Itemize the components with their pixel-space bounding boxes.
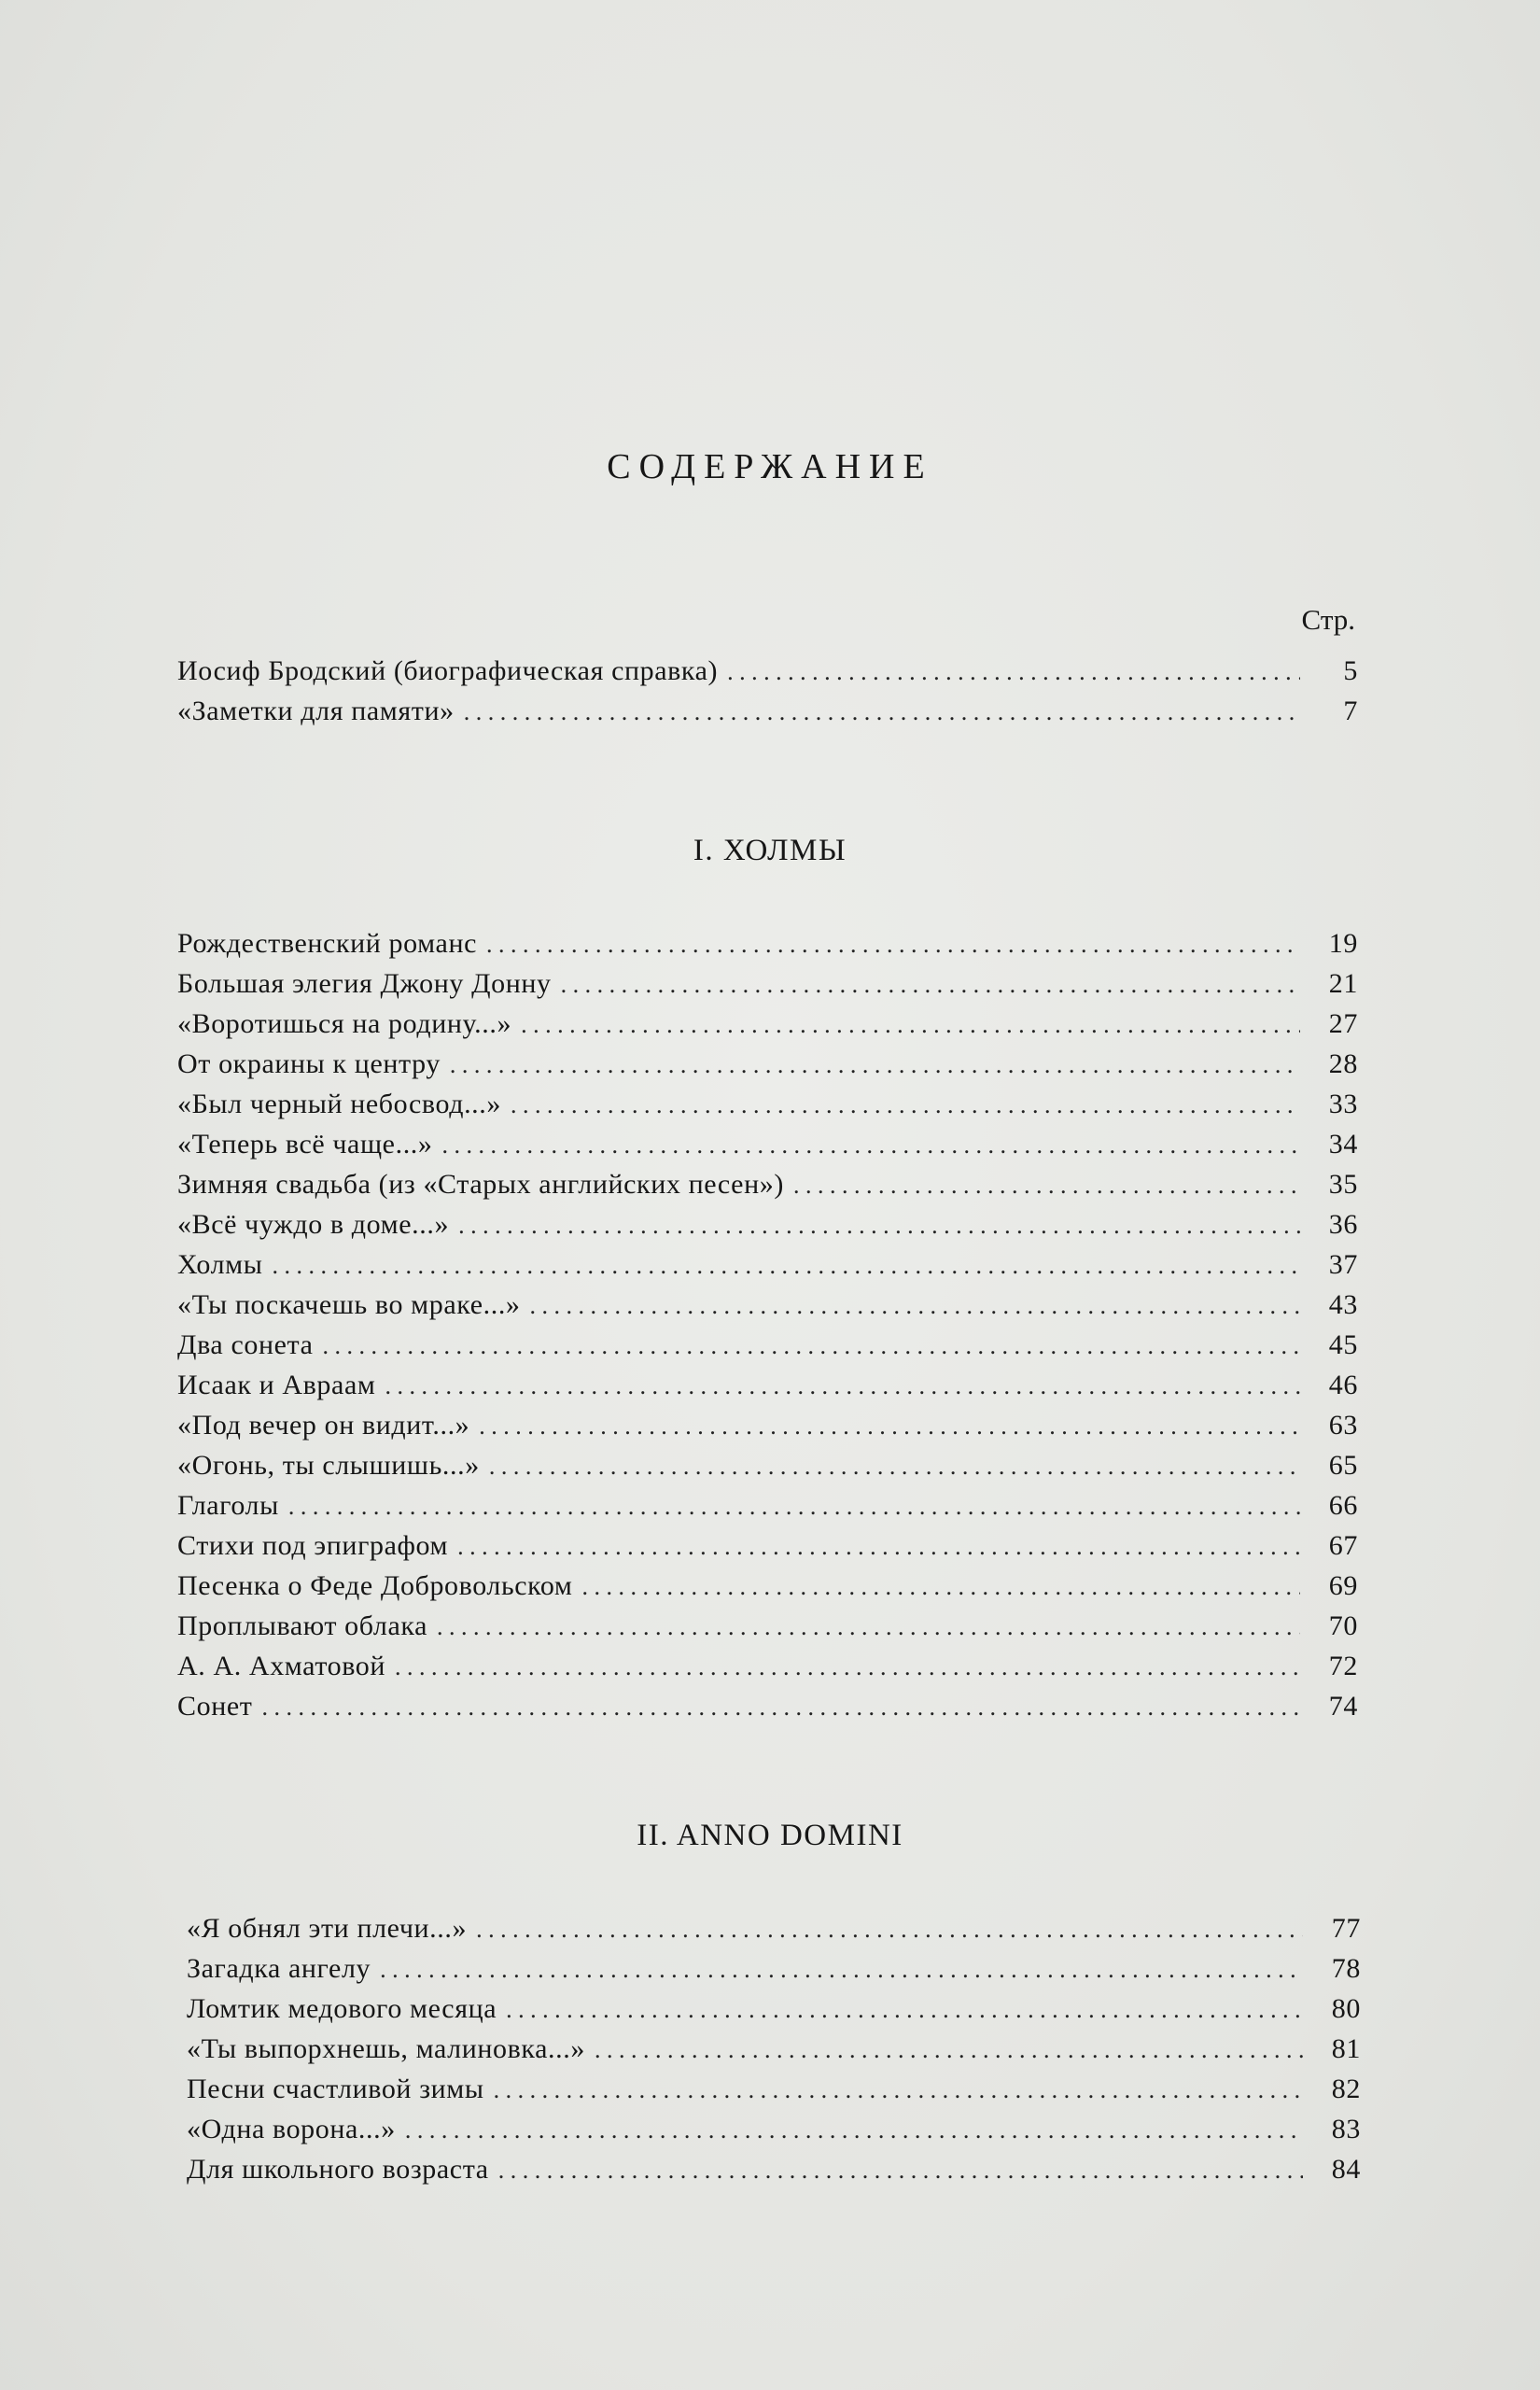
toc-entry-page: 28 — [1328, 1048, 1358, 1079]
dot-leader — [262, 1694, 1301, 1722]
toc-entry-title: Проплывают облака — [177, 1610, 427, 1641]
dot-leader — [506, 1996, 1303, 2024]
dot-leader — [442, 1132, 1301, 1160]
toc-entry-page: 67 — [1328, 1530, 1358, 1561]
toc-entry-title: Иосиф Бродский (биографическая справка) — [177, 655, 719, 686]
toc-entry-page: 63 — [1328, 1410, 1358, 1441]
dot-leader — [464, 698, 1300, 726]
toc-entry-title: Глаголы — [177, 1490, 279, 1521]
toc-entry — [177, 1450, 1358, 1490]
toc-entry-page: 37 — [1328, 1249, 1358, 1280]
toc-entry — [177, 696, 1358, 736]
dot-leader — [479, 1413, 1300, 1441]
intro-list — [177, 655, 1358, 736]
toc-entry — [177, 1410, 1358, 1450]
toc-entry — [177, 1289, 1358, 1329]
dot-leader — [489, 1453, 1300, 1481]
dot-leader — [498, 2157, 1303, 2185]
toc-entry — [177, 1370, 1358, 1410]
toc-entry — [187, 1993, 1361, 2033]
dot-leader — [595, 2036, 1303, 2064]
dot-leader — [476, 1916, 1303, 1944]
toc-entry — [177, 1691, 1358, 1731]
toc-entry-page: 69 — [1328, 1570, 1358, 1601]
toc-entry-page: 5 — [1343, 655, 1358, 686]
toc-entry-title: Стихи под эпиграфом — [177, 1530, 449, 1561]
toc-entry — [177, 928, 1358, 968]
dot-leader — [437, 1613, 1300, 1641]
toc-entry-page: 66 — [1328, 1490, 1358, 1521]
toc-entry — [177, 1089, 1358, 1129]
toc-entry — [187, 2154, 1361, 2194]
toc-entry — [177, 1490, 1358, 1530]
dot-leader — [288, 1493, 1300, 1521]
dot-leader — [395, 1653, 1300, 1681]
dot-leader — [793, 1172, 1300, 1200]
toc-entry-title: Рождественский романс — [177, 928, 478, 959]
toc-entry — [187, 2033, 1361, 2074]
toc-entry — [177, 1129, 1358, 1169]
toc-entry-page: 7 — [1343, 696, 1358, 726]
section-list-kholmy — [177, 928, 1358, 1731]
dot-leader — [380, 1956, 1303, 1984]
section-heading-kholmy: I. ХОЛМЫ — [693, 834, 847, 867]
toc-entry-title: «Ты выпорхнешь, малиновка...» — [187, 2033, 585, 2064]
dot-leader — [457, 1533, 1300, 1561]
dot-leader — [494, 2076, 1303, 2104]
toc-entry — [177, 1610, 1358, 1651]
dot-leader — [405, 2116, 1303, 2144]
toc-entry — [177, 655, 1358, 696]
toc-entry-page: 81 — [1331, 2033, 1361, 2064]
dot-leader — [458, 1212, 1300, 1240]
dot-leader — [273, 1252, 1301, 1280]
toc-entry-title: Два сонета — [177, 1329, 314, 1360]
toc-entry-page: 77 — [1331, 1913, 1361, 1944]
toc-entry-page: 34 — [1328, 1129, 1358, 1160]
toc-entry-page: 78 — [1331, 1953, 1361, 1984]
toc-entry — [177, 1570, 1358, 1610]
toc-entry — [177, 968, 1358, 1008]
toc-entry-title: Загадка ангелу — [187, 1953, 371, 1984]
toc-entry — [187, 2114, 1361, 2154]
toc-entry-page: 70 — [1328, 1610, 1358, 1641]
toc-entry-title: «Под вечер он видит...» — [177, 1410, 470, 1441]
toc-entry-page: 80 — [1331, 1993, 1361, 2024]
toc-entry-title: Исаак и Авраам — [177, 1370, 376, 1400]
dot-leader — [486, 931, 1300, 959]
toc-entry-page: 21 — [1328, 968, 1358, 999]
toc-entry-title: Сонет — [177, 1691, 253, 1722]
toc-entry-title: Холмы — [177, 1249, 263, 1280]
dot-leader — [521, 1011, 1300, 1039]
toc-entry-title: «Воротишься на родину...» — [177, 1008, 512, 1039]
dot-leader — [561, 971, 1300, 999]
toc-entry-page: 65 — [1328, 1450, 1358, 1481]
toc-entry-title: Песенка о Феде Добровольском — [177, 1570, 573, 1601]
toc-entry-page: 82 — [1331, 2074, 1361, 2104]
toc-entry-title: «Теперь всё чаще...» — [177, 1129, 433, 1160]
toc-entry-page: 45 — [1328, 1329, 1358, 1360]
toc-entry — [177, 1329, 1358, 1370]
toc-entry-title: «Был черный небосвод...» — [177, 1089, 501, 1119]
dot-leader — [727, 658, 1300, 686]
page-column-label: Стр. — [1301, 603, 1355, 636]
dot-leader — [581, 1573, 1300, 1601]
toc-entry-title: От окраины к центру — [177, 1048, 441, 1079]
toc-entry-title: «Я обнял эти плечи...» — [187, 1913, 468, 1944]
dot-leader — [530, 1292, 1300, 1320]
toc-entry-title: «Заметки для памяти» — [177, 696, 455, 726]
toc-entry — [187, 1913, 1361, 1953]
toc-entry-title: Песни счастливой зимы — [187, 2074, 484, 2104]
toc-entry-title: Большая элегия Джону Донну — [177, 968, 552, 999]
toc-entry-title: «Всё чуждо в доме...» — [177, 1209, 450, 1240]
toc-entry-page: 36 — [1328, 1209, 1358, 1240]
toc-entry-title: Для школьного возраста — [187, 2154, 489, 2185]
toc-entry-page: 46 — [1328, 1370, 1358, 1400]
toc-entry-page: 72 — [1328, 1651, 1358, 1681]
toc-entry-title: А. А. Ахматовой — [177, 1651, 386, 1681]
toc-entry — [187, 2074, 1361, 2114]
toc-entry-page: 74 — [1328, 1691, 1358, 1722]
toc-entry — [187, 1953, 1361, 1993]
toc-entry-title: Зимняя свадьба (из «Старых английских песен») — [177, 1169, 784, 1200]
toc-entry-page: 33 — [1328, 1089, 1358, 1119]
toc-entry — [177, 1048, 1358, 1089]
toc-entry-page: 83 — [1331, 2114, 1361, 2144]
toc-entry — [177, 1651, 1358, 1691]
section-list-anno-domini — [187, 1913, 1361, 2194]
toc-entry — [177, 1008, 1358, 1048]
toc-entry-title: «Ты поскачешь во мраке...» — [177, 1289, 521, 1320]
toc-entry-title: Ломтик медового месяца — [187, 1993, 497, 2024]
toc-entry-page: 19 — [1328, 928, 1358, 959]
dot-leader — [323, 1332, 1300, 1360]
toc-entry — [177, 1530, 1358, 1570]
toc-entry-title: «Одна ворона...» — [187, 2114, 396, 2144]
toc-entry — [177, 1169, 1358, 1209]
toc-entry-page: 43 — [1328, 1289, 1358, 1320]
section-heading-anno-domini: II. ANNO DOMINI — [637, 1819, 903, 1852]
toc-entry-title: «Огонь, ты слышишь...» — [177, 1450, 480, 1481]
toc-entry — [177, 1209, 1358, 1249]
dot-leader — [511, 1091, 1300, 1119]
page-title: СОДЕРЖАНИЕ — [607, 447, 933, 486]
toc-entry-page: 35 — [1328, 1169, 1358, 1200]
dot-leader — [385, 1372, 1300, 1400]
toc-entry-page: 27 — [1328, 1008, 1358, 1039]
toc-entry — [177, 1249, 1358, 1289]
dot-leader — [450, 1051, 1300, 1079]
toc-entry-page: 84 — [1331, 2154, 1361, 2185]
